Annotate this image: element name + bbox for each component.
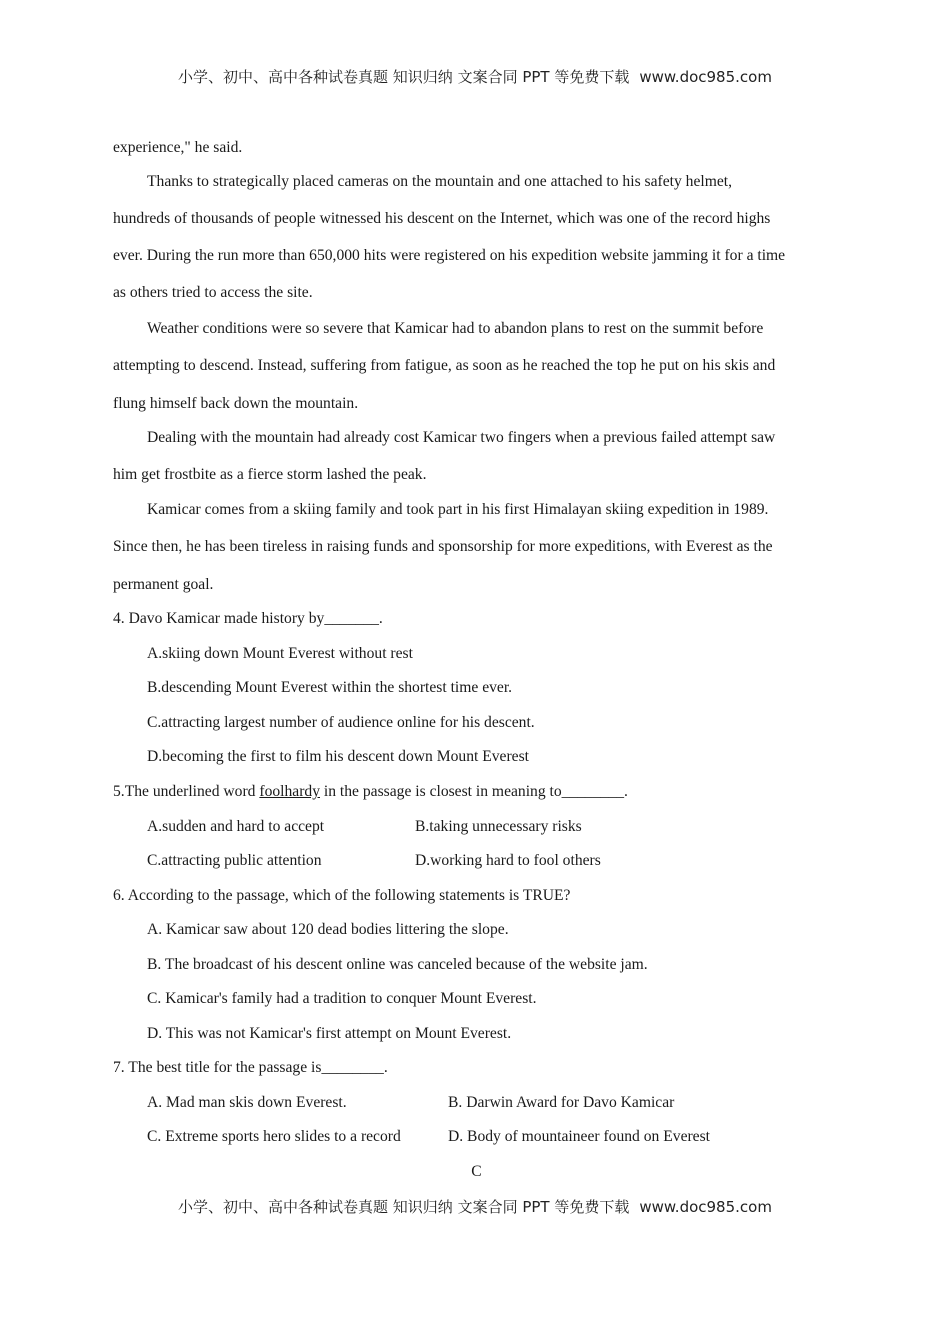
passage-line: him get frostbite as a fierce storm lashed the peak. [113, 466, 427, 483]
question-stem: 6. According to the passage, which of the following statements is TRUE? [113, 887, 571, 904]
banner-url[interactable]: www.doc985.com [639, 68, 772, 86]
question-stem: 7. The best title for the passage is________. [113, 1059, 388, 1076]
passage-line: flung himself back down the mountain. [113, 395, 359, 412]
passage-line: Since then, he has been tireless in raising funds and sponsorship for more expeditions, with Everest as the [113, 538, 773, 555]
stem-part: 5.The underlined word [113, 783, 260, 800]
option-d[interactable]: D.working hard to fool others [415, 852, 601, 869]
stem-part: in the passage is closest in meaning to________. [320, 783, 628, 800]
footer-banner [0, 1196, 950, 1217]
passage-line: as others tried to access the site. [113, 284, 313, 301]
paragraph-continuation [113, 137, 242, 159]
option-a[interactable]: A.sudden and hard to accept [147, 818, 325, 835]
option-d[interactable]: D. Body of mountaineer found on Everest [448, 1128, 711, 1145]
question-4 [113, 608, 535, 768]
passage-line: Weather conditions were so severe that Kamicar had to abandon plans to rest on the summit before [147, 320, 764, 337]
option-d[interactable]: D.becoming the first to film his descent down Mount Everest [147, 748, 529, 765]
passage-line: permanent goal. [113, 576, 214, 593]
paragraph-cameras [113, 171, 785, 304]
option-c[interactable]: C.attracting largest number of audience online for his descent. [147, 714, 535, 731]
banner-url[interactable]: www.doc985.com [639, 1198, 772, 1216]
option-a[interactable]: A.skiing down Mount Everest without rest [147, 645, 413, 662]
question-stem: 4. Davo Kamicar made history by_______. [113, 610, 383, 627]
question-7 [113, 1057, 840, 1160]
passage-line: Dealing with the mountain had already cost Kamicar two fingers when a previous failed attempt saw [147, 429, 776, 446]
option-a[interactable]: A. Mad man skis down Everest. [147, 1094, 347, 1111]
option-c[interactable]: C. Extreme sports hero slides to a record [147, 1128, 401, 1145]
banner-text: 小学、初中、高中各种试卷真题 知识归纳 文案合同 PPT 等免费下载 [178, 68, 630, 86]
passage-line: Kamicar comes from a skiing family and took part in his first Himalayan skiing expedition in 1989. [147, 501, 769, 518]
paragraph-family [113, 499, 773, 596]
option-c[interactable]: C. Kamicar's family had a tradition to conquer Mount Everest. [147, 990, 537, 1007]
option-d[interactable]: D. This was not Kamicar's first attempt on Mount Everest. [147, 1025, 512, 1042]
option-b[interactable]: B.taking unnecessary risks [415, 818, 582, 835]
question-5 [113, 781, 840, 884]
option-b[interactable]: B.descending Mount Everest within the shortest time ever. [147, 679, 513, 696]
passage-line: attempting to descend. Instead, suffering from fatigue, as soon as he reached the top he put on his skis and [113, 357, 776, 374]
question-stem [113, 781, 840, 816]
paragraph-weather [113, 318, 775, 415]
option-a[interactable]: A. Kamicar saw about 120 dead bodies littering the slope. [147, 921, 509, 938]
underlined-word: foolhardy [259, 783, 320, 800]
header-banner [0, 66, 950, 87]
passage-line: ever. During the run more than 650,000 hits were registered on his expedition website jamming it for a time [113, 247, 786, 264]
option-c[interactable]: C.attracting public attention [147, 852, 322, 869]
passage-line: hundreds of thousands of people witnessed his descent on the Internet, which was one of the record highs [113, 210, 771, 227]
question-6 [113, 885, 648, 1045]
option-b[interactable]: B. Darwin Award for Davo Kamicar [448, 1094, 675, 1111]
banner-text: 小学、初中、高中各种试卷真题 知识归纳 文案合同 PPT 等免费下载 [178, 1198, 630, 1216]
section-label: C [471, 1163, 482, 1180]
passage-line: Thanks to strategically placed cameras on the mountain and one attached to his safety helmet, [147, 173, 732, 190]
passage-line: experience," he said. [113, 139, 243, 156]
option-b[interactable]: B. The broadcast of his descent online was canceled because of the website jam. [147, 956, 648, 973]
paragraph-fingers [113, 427, 775, 486]
